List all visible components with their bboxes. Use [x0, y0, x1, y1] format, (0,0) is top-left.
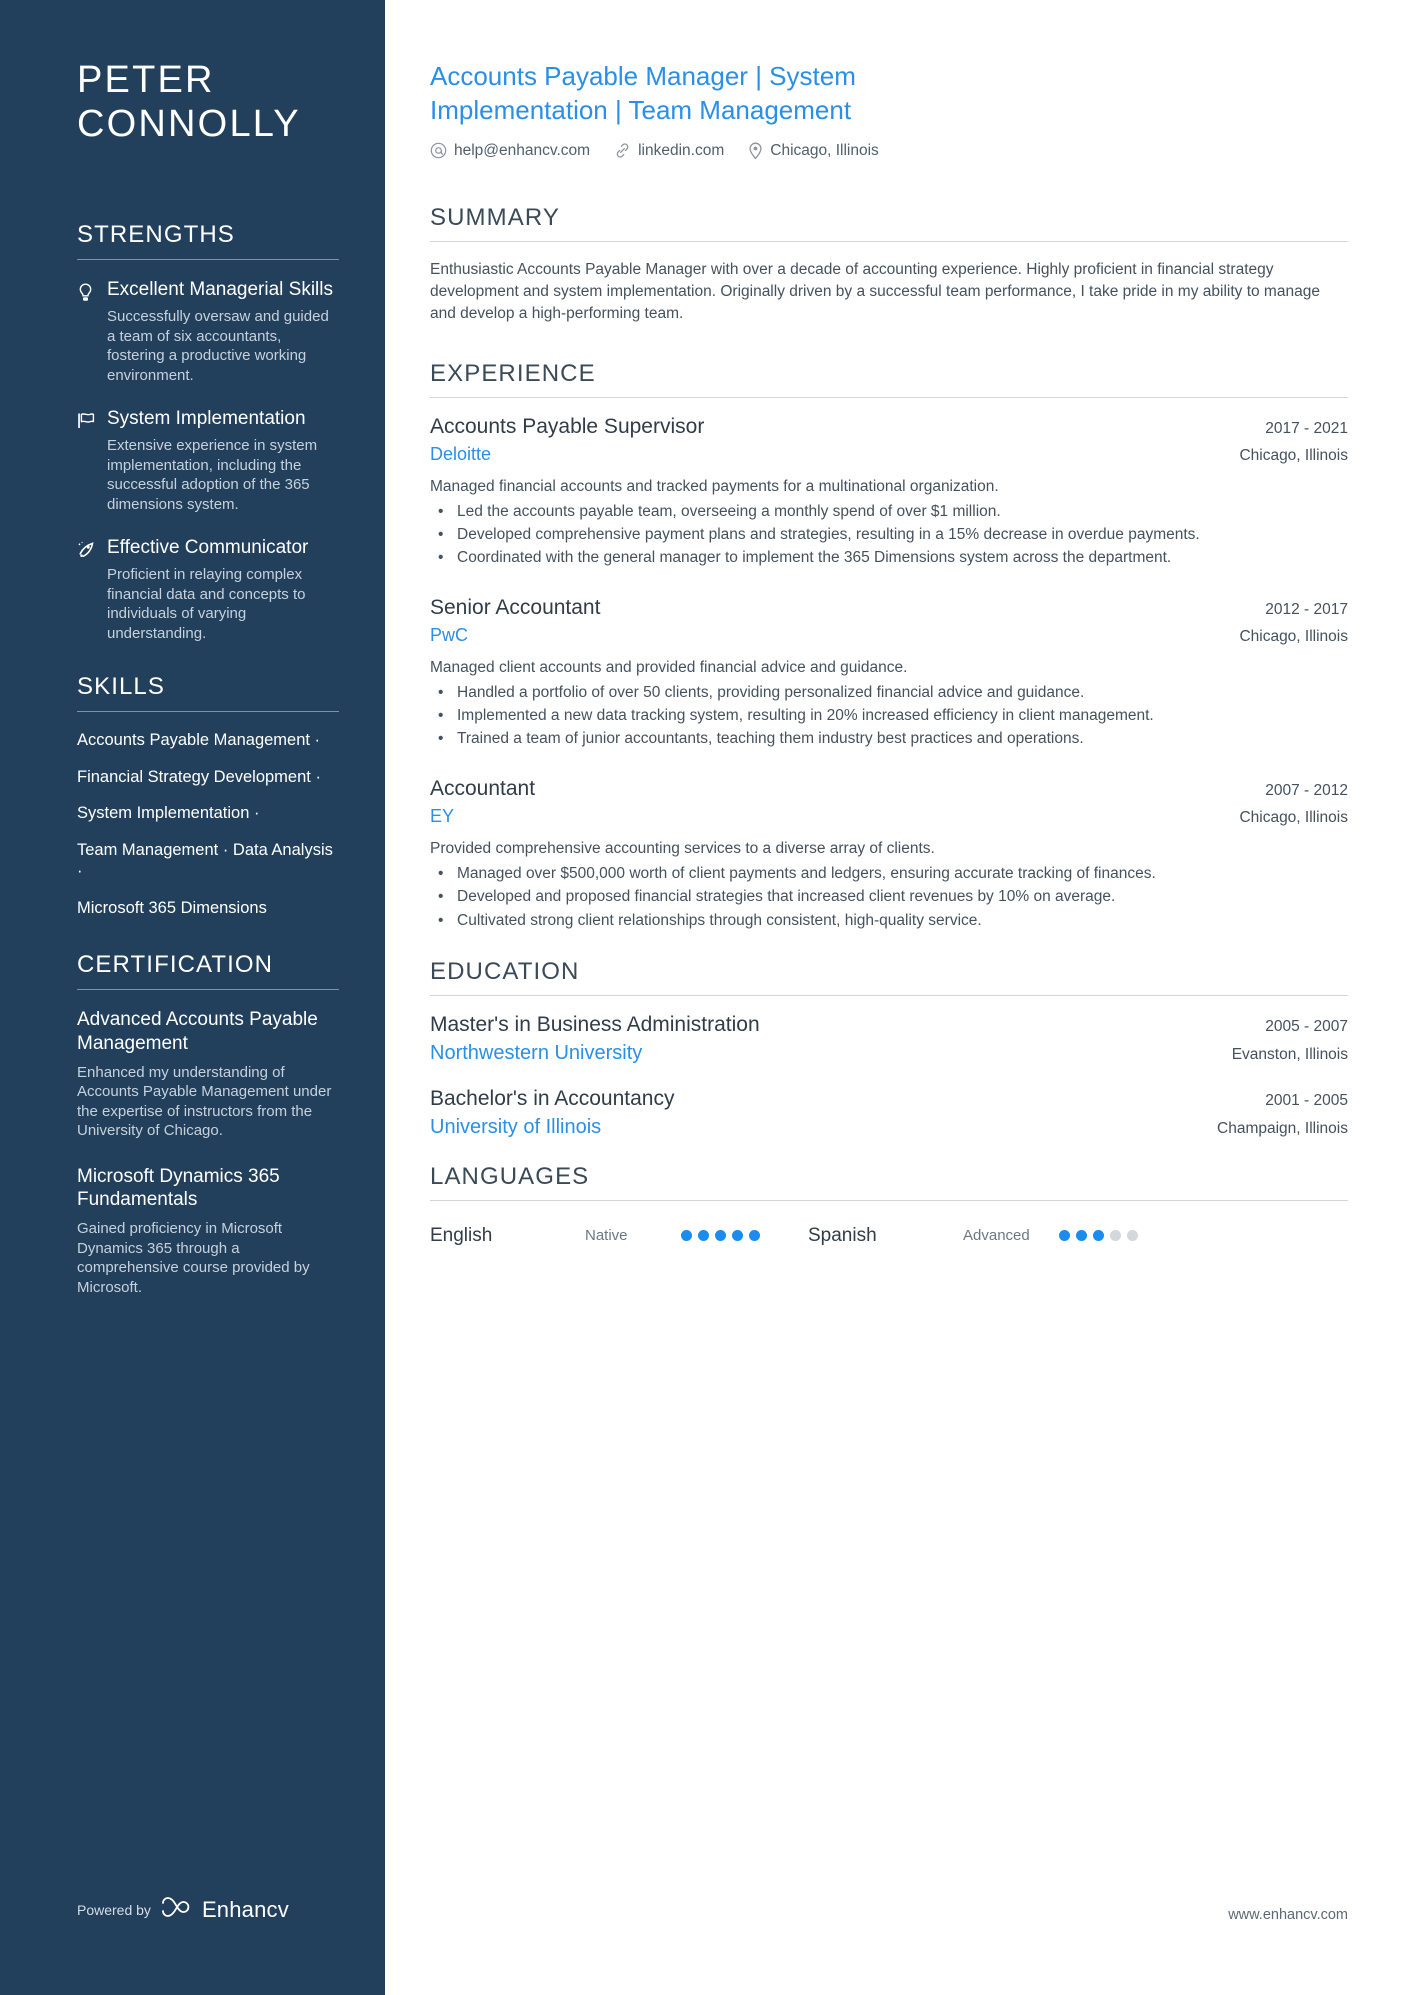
powered-by-footer [77, 1896, 289, 1923]
certification-description: Enhanced my understanding of Accounts Payable Management under the expertise of instructors from the University of Chicago. [77, 1063, 332, 1140]
rating-dot-filled [1093, 1230, 1104, 1241]
last-name: CONNOLLY [77, 103, 301, 146]
summary-section [430, 204, 1348, 325]
rocket-icon [77, 536, 107, 643]
strength-item [77, 536, 340, 643]
education-date: 2005 - 2007 [1265, 1017, 1348, 1035]
summary-text: Enthusiastic Accounts Payable Manager with over a decade of accounting experience. Highly proficient in financial strategy development and system implementation. Originally driven by a successful team performance, I take pride in my ability to manage and develop a high-performing team. [430, 260, 1320, 322]
education-location: Evanston, Illinois [1231, 1045, 1348, 1063]
powered-by-label: Powered by [77, 1901, 151, 1918]
enhancv-logo [161, 1896, 289, 1923]
sidebar [0, 0, 385, 1995]
skill-line: Financial Strategy Development · [77, 767, 321, 786]
rating-dot-filled [1059, 1230, 1070, 1241]
language-level: Advanced [963, 1227, 1030, 1245]
experience-item [430, 596, 1348, 750]
contact-row [430, 142, 1348, 160]
education-divider [430, 995, 1348, 996]
education-heading: EDUCATION [430, 957, 580, 985]
job-bullet-list [430, 501, 1348, 569]
languages-row [430, 1218, 1348, 1247]
strength-description: Successfully oversaw and guided a team of six accountants, fostering a productive working environment. [107, 308, 329, 384]
strength-title: System Implementation [107, 408, 306, 430]
job-bullet-list [430, 863, 1348, 931]
education-degree: Master's in Business Administration [430, 1012, 760, 1036]
skill-line: Accounts Payable Management · [77, 731, 321, 750]
job-intro: Provided comprehensive accounting services to a diverse array of clients. [430, 839, 935, 857]
link-icon [614, 142, 631, 159]
certification-heading: CERTIFICATION [77, 951, 274, 979]
strength-title: Effective Communicator [107, 537, 309, 559]
certification-divider [77, 989, 339, 990]
language-rating-dots [681, 1230, 760, 1241]
skill-line: Team Management · Data Analysis · [77, 840, 333, 881]
language-name: English [430, 1224, 493, 1246]
contact-linkedin[interactable] [614, 142, 724, 160]
skills-heading: SKILLS [77, 673, 165, 701]
job-title: Accountant [430, 776, 536, 800]
education-school[interactable]: University of Illinois [430, 1115, 602, 1138]
strength-item [77, 407, 340, 514]
job-company[interactable]: Deloitte [430, 443, 492, 464]
certification-item [77, 1165, 340, 1298]
job-date: 2017 - 2021 [1265, 419, 1348, 437]
language-rating-dots [1059, 1230, 1138, 1241]
contact-location-text: Chicago, Illinois [770, 141, 879, 159]
job-bullet: • Coordinated with the general manager to implement the 365 Dimensions system across the department. [430, 547, 1348, 568]
rating-dot-filled [681, 1230, 692, 1241]
certification-title: Microsoft Dynamics 365 Fundamentals [77, 1165, 280, 1211]
candidate-name [77, 58, 340, 147]
job-bullet: • Cultivated strong client relationships through consistent, high-quality service. [430, 910, 1348, 931]
skills-section [77, 673, 340, 919]
languages-divider [430, 1200, 1348, 1201]
language-name: Spanish [808, 1224, 877, 1246]
experience-heading: EXPERIENCE [430, 359, 596, 387]
job-bullet: • Handled a portfolio of over 50 clients, providing personalized financial advice and guidance. [430, 682, 1348, 703]
education-item [430, 1087, 1348, 1139]
location-pin-icon [748, 142, 763, 160]
job-location: Chicago, Illinois [1239, 446, 1348, 464]
contact-linkedin-text: linkedin.com [638, 141, 725, 159]
job-intro: Managed client accounts and provided financial advice and guidance. [430, 658, 908, 676]
education-date: 2001 - 2005 [1265, 1091, 1348, 1109]
job-bullet: • Developed and proposed financial strategies that increased client revenues by 10% on average. [430, 886, 1348, 907]
education-item [430, 1013, 1348, 1065]
strengths-divider [77, 259, 339, 260]
enhancv-mark-icon [161, 1896, 195, 1923]
job-company[interactable]: EY [430, 805, 455, 826]
education-school[interactable]: Northwestern University [430, 1041, 643, 1064]
rating-dot-filled [749, 1230, 760, 1241]
summary-heading: SUMMARY [430, 203, 560, 231]
experience-section [430, 360, 1348, 931]
lightbulb-icon [77, 278, 107, 385]
job-bullet-list [430, 682, 1348, 750]
job-bullet: • Trained a team of junior accountants, teaching them industry best practices and operations. [430, 728, 1348, 749]
strength-title: Excellent Managerial Skills [107, 278, 333, 300]
job-location: Chicago, Illinois [1239, 808, 1348, 826]
experience-item [430, 777, 1348, 931]
resume-main [385, 0, 1410, 1995]
languages-heading: LANGUAGES [430, 1162, 590, 1190]
skill-line: System Implementation · [77, 804, 260, 823]
page-title: Accounts Payable Manager | System Implementation | Team Management [430, 61, 856, 125]
job-date: 2007 - 2012 [1265, 781, 1348, 799]
at-icon [430, 142, 447, 159]
language-item [430, 1225, 760, 1247]
certification-description: Gained proficiency in Microsoft Dynamics 365 through a comprehensive course provided by Microsoft. [77, 1220, 310, 1296]
certification-section [77, 951, 340, 1297]
language-level: Native [585, 1227, 628, 1245]
rating-dot-filled [715, 1230, 726, 1241]
rating-dot-filled [1076, 1230, 1087, 1241]
job-title: Accounts Payable Supervisor [430, 414, 705, 438]
strengths-section [77, 221, 340, 644]
rating-dot-empty [1110, 1230, 1121, 1241]
contact-email[interactable] [430, 142, 590, 160]
footer-url: www.enhancv.com [1228, 1907, 1348, 1923]
enhancv-wordmark: Enhancv [201, 1896, 289, 1922]
experience-item [430, 415, 1348, 569]
job-bullet: • Led the accounts payable team, overseeing a monthly spend of over $1 million. [430, 501, 1348, 522]
languages-section [430, 1163, 1348, 1247]
summary-divider [430, 241, 1348, 242]
job-intro: Managed financial accounts and tracked payments for a multinational organization. [430, 477, 999, 495]
education-degree: Bachelor's in Accountancy [430, 1086, 675, 1110]
certification-item [77, 1008, 340, 1141]
certification-title: Advanced Accounts Payable Management [77, 1009, 318, 1054]
first-name: PETER [77, 59, 215, 101]
job-bullet: • Managed over $500,000 worth of client payments and ledgers, ensuring accurate tracking of finances. [430, 863, 1348, 884]
job-bullet: • Developed comprehensive payment plans and strategies, resulting in a 15% decrease in overdue payments. [430, 524, 1348, 545]
language-item [808, 1225, 1138, 1247]
skill-line: Microsoft 365 Dimensions [77, 898, 267, 917]
job-location: Chicago, Illinois [1239, 627, 1348, 645]
experience-divider [430, 397, 1348, 398]
contact-location [748, 142, 879, 160]
skills-divider [77, 711, 339, 712]
contact-email-text: help@enhancv.com [454, 141, 591, 159]
job-date: 2012 - 2017 [1265, 600, 1348, 618]
rating-dot-filled [732, 1230, 743, 1241]
job-title: Senior Accountant [430, 595, 601, 619]
job-bullet: • Implemented a new data tracking system, resulting in 20% increased efficiency in client management. [430, 705, 1348, 726]
education-section [430, 958, 1348, 1139]
job-company[interactable]: PwC [430, 624, 469, 645]
education-location: Champaign, Illinois [1217, 1119, 1348, 1137]
strengths-heading: STRENGTHS [77, 220, 235, 248]
strength-description: Extensive experience in system implementation, including the successful adoption of the 365 dimensions system. [107, 437, 318, 513]
strength-item [77, 278, 340, 385]
rating-dot-filled [698, 1230, 709, 1241]
flag-icon [77, 407, 107, 514]
strength-description: Proficient in relaying complex financial data and concepts to individuals of varying understanding. [107, 566, 306, 642]
rating-dot-empty [1127, 1230, 1138, 1241]
